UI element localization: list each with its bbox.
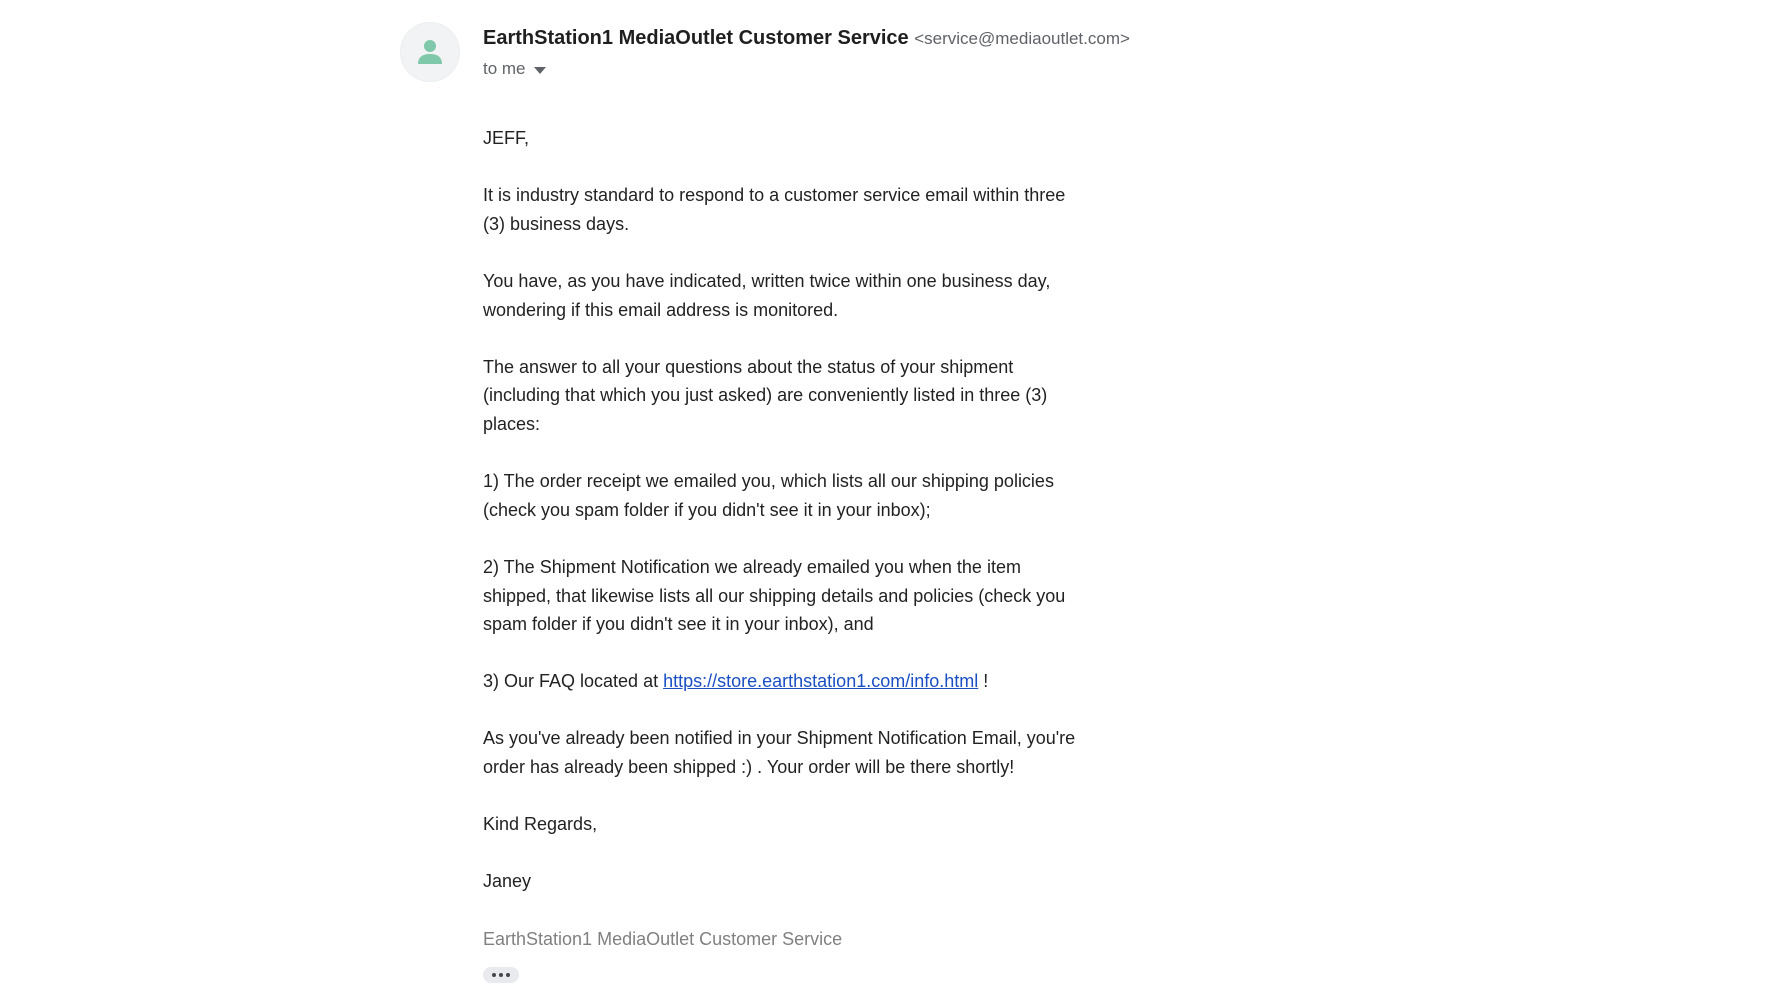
caret-down-icon[interactable] — [534, 67, 546, 74]
show-trimmed-content-button[interactable] — [483, 967, 519, 983]
closing: Kind Regards, — [483, 814, 598, 835]
more-horizontal-icon-dot — [506, 973, 510, 977]
more-horizontal-icon — [492, 973, 496, 977]
greeting: JEFF, — [483, 128, 530, 148]
list-item-2: 2) The Shipment Notification we already emailed you when the item shipped, that likewise lists all our shipping details and policies (check you spam folder if you didn't see it in your inbox), and — [483, 556, 1066, 635]
signature-title: EarthStation1 MediaOutlet Customer Service — [483, 928, 843, 949]
list-item-1: 1) The order receipt we emailed you, which lists all our shipping policies (check you spam folder if you didn't see it in your inbox); — [483, 471, 1054, 520]
sender-email: <service@mediaoutlet.com> — [914, 29, 1130, 48]
list-item-3-suffix: ! — [978, 671, 989, 692]
list-item-3 — [483, 667, 1083, 696]
signature-name: Janey — [483, 871, 532, 892]
body-paragraph-3: The answer to all your questions about the status of your shipment (including that which you just asked) are conveniently listed in three (3) places: — [483, 356, 1048, 434]
faq-link[interactable]: https://store.earthstation1.com/info.html — [663, 671, 979, 692]
email-body — [483, 124, 1083, 982]
body-paragraph-1: It is industry standard to respond to a customer service email within three (3) business days. — [483, 185, 1066, 234]
recipient-details-toggle[interactable] — [483, 55, 1130, 83]
person-icon — [417, 38, 443, 66]
body-paragraph-2: You have, as you have indicated, written twice within one business day, wondering if this email address is monitored. — [483, 270, 1051, 320]
sender-name[interactable]: EarthStation1 MediaOutlet Customer Service — [483, 27, 909, 49]
sender-avatar[interactable] — [400, 22, 460, 82]
email-header — [483, 22, 1130, 83]
more-horizontal-icon-dot — [499, 973, 503, 977]
body-paragraph-4: As you've already been notified in your Shipment Notification Email, you're order has already been shipped :) . Your order will be there shortly! — [483, 728, 1076, 778]
recipient-label: to me — [483, 59, 526, 78]
list-item-3-prefix: 3) Our FAQ located at — [483, 671, 664, 692]
sender-line — [483, 22, 1130, 55]
